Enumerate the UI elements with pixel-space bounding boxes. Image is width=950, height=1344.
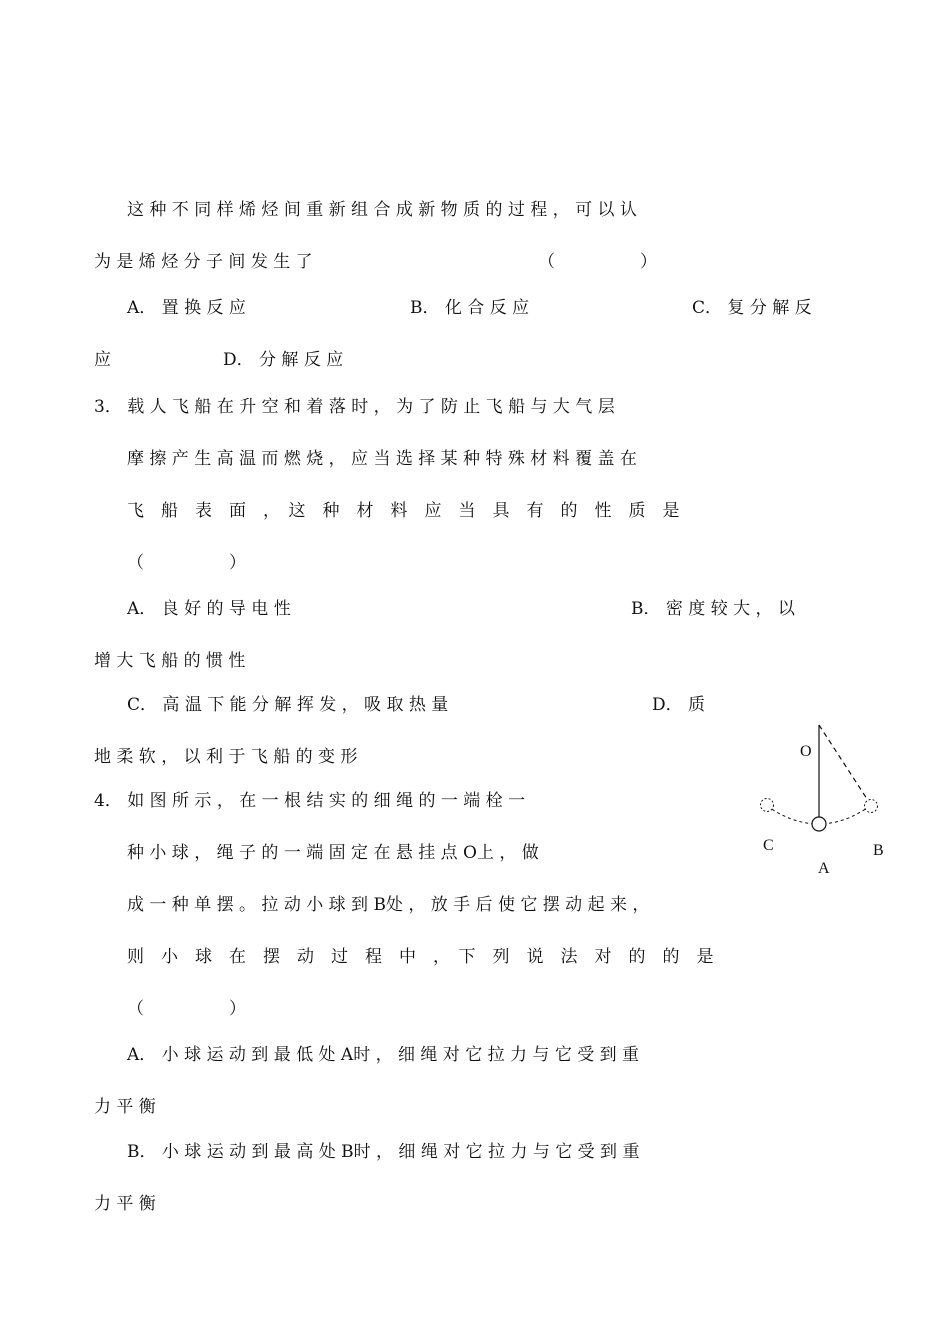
- option-d: D． 分 解 反 应: [223, 350, 344, 370]
- text-line: 应: [94, 350, 111, 370]
- text-line: 为 是 烯 烃 分 子 间 发 生 了: [94, 252, 313, 272]
- text-line: 这 种 不 同 样 烯 烃 间 重 新 组 合 成 新 物 质 的 过 程 ， 可 以 认: [127, 200, 637, 220]
- question-4: 4． 如 图 所 示 ， 在 一 根 结 实 的 细 绳 的 一 端 栓 一: [94, 791, 526, 811]
- option-a: A． 良 好 的 导 电 性: [127, 599, 291, 619]
- label-a: A: [818, 860, 830, 877]
- text-line: 力 平 衡: [94, 1194, 156, 1214]
- text-line: 则 小 球 在 摆 动 过 程 中 ， 下 列 说 法 对 的 的 是: [127, 947, 714, 967]
- pendulum-figure: [752, 720, 897, 880]
- label-c: C: [763, 837, 774, 854]
- answer-blank: （ ）: [538, 252, 657, 272]
- option-b: B． 化 合 反 应: [410, 298, 530, 318]
- string-displaced: [819, 725, 869, 802]
- label-o: O: [800, 743, 812, 760]
- label-b: B: [873, 842, 884, 859]
- text-line: 增 大 飞 船 的 惯 性: [94, 651, 246, 671]
- ball-b: [865, 800, 878, 813]
- ball-c: [761, 799, 774, 812]
- option-b: B． 小 球 运 动 到 最 高 处 B时 ， 细 绳 对 它 拉 力 与 它 受 到 重: [127, 1142, 640, 1162]
- text-line: 种 小 球 ， 绳 子 的 一 端 固 定 在 悬 挂 点 O上 ， 做: [127, 843, 539, 863]
- answer-blank: （ ）: [127, 553, 246, 573]
- option-c: C． 复 分 解 反: [692, 298, 812, 318]
- option-c: C． 高 温 下 能 分 解 挥 发 ， 吸 取 热 量: [127, 695, 449, 715]
- answer-blank: （ ）: [127, 999, 246, 1019]
- ball-a: [812, 817, 826, 831]
- text-line: 飞 船 表 面 ， 这 种 材 料 应 当 具 有 的 性 质 是: [127, 501, 680, 521]
- option-a: A． 置 换 反 应: [127, 298, 246, 318]
- text-line: 力 平 衡: [94, 1097, 156, 1117]
- text-line: 地 柔 软 ， 以 利 于 飞 船 的 变 形: [94, 747, 358, 767]
- text-line: 成 一 种 单 摆 。 拉 动 小 球 到 B处 ， 放 手 后 使 它 摆 动 起 来 ，: [127, 895, 650, 915]
- option-d: D． 质: [652, 695, 706, 715]
- option-a: A． 小 球 运 动 到 最 低 处 A时 ， 细 绳 对 它 拉 力 与 它 受 到 重: [127, 1045, 640, 1065]
- option-b: B． 密 度 较 大 ， 以: [631, 599, 795, 619]
- question-3: 3． 载 人 飞 船 在 升 空 和 着 落 时 ， 为 了 防 止 飞 船 与 大 气 层: [94, 397, 615, 417]
- text-line: 摩 擦 产 生 高 温 而 燃 烧 ， 应 当 选 择 某 种 特 殊 材 料 覆 盖 在: [127, 449, 637, 469]
